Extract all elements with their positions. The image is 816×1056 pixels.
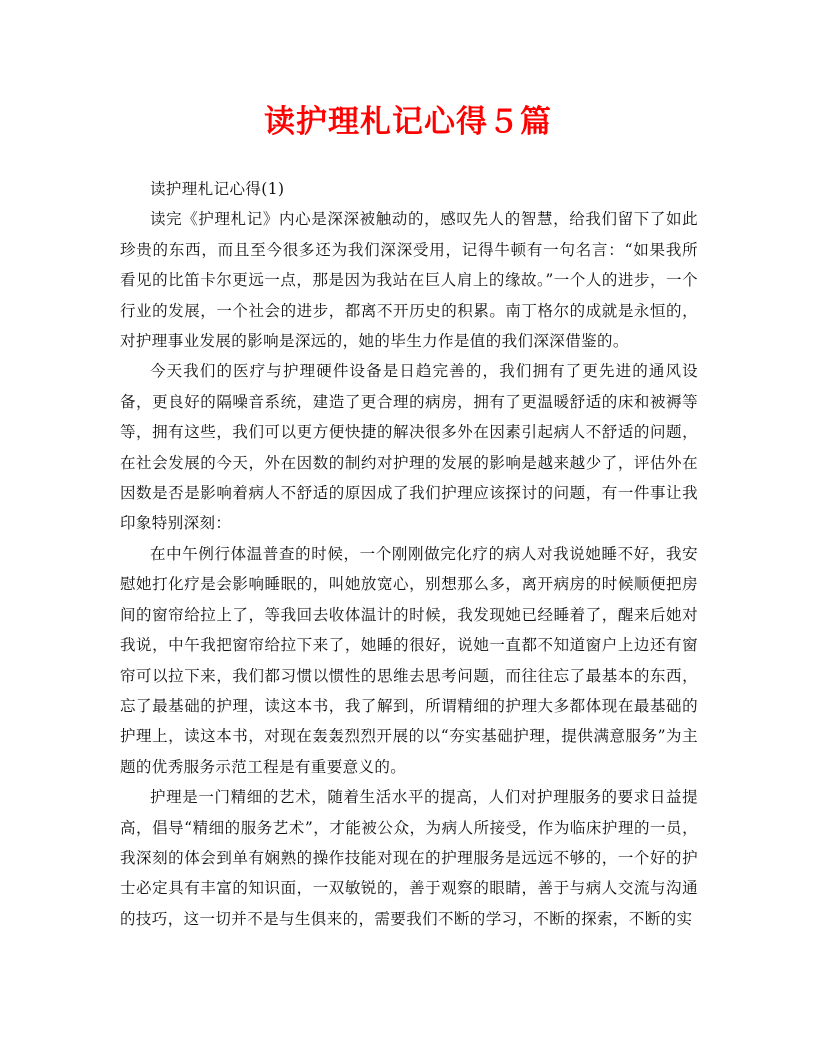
section-heading: 读护理札记心得(1) [150, 180, 285, 198]
paragraph: 读完《护理札记》内心是深深被触动的，感叹先人的智慧，给我们留下了如此珍贵的东西，而且至今很多还为我们深深受用，记得牛顿有一句名言：“如果我所看见的比笛卡尔更远一点，那是因为我站在巨人肩上的缘故。”一个人的进步，一个行业的发展，一个社会的进步，都离不开历史的积累。南丁格尔的成就是永恒的，对护理事业发展的影响是深远的，她的毕生力作是值的我们深深借鉴的。 [120, 210, 698, 351]
document-title: 读护理札记心得５篇 [264, 104, 552, 140]
paragraph: 护理是一门精细的艺术，随着生活水平的提高，人们对护理服务的要求日益提高，倡导“精细的服务艺术”，才能被公众，为病人所接受，作为临床护理的一员，我深刻的体会到单有娴熟的操作技能对现在的护理服务是远远不够的，一个好的护士必定具有丰富的知识面，一双敏锐的，善于观察的眼睛，善于与病人交流与沟通的技巧，这一切并不是与生俱来的，需要我们不断的学习，不断的探索，不断的实 [120, 788, 698, 928]
paragraph: 今天我们的医疗与护理硬件设备是日趋完善的，我们拥有了更先进的通风设备，更良好的隔噪音系统，建造了更合理的病房，拥有了更温暖舒适的床和被褥等等，拥有这些，我们可以更方便快捷的解决很多外在因素引起病人不舒适的问题，在社会发展的今天，外在因数的制约对护理的发展的影响是越来越少了，评估外在因数是否是影响着病人不舒适的原因成了我们护理应该探讨的问题，有一件事让我印象特别深刻： [120, 362, 698, 533]
document-body [120, 174, 698, 934]
paragraph: 在中午例行体温普查的时候，一个刚刚做完化疗的病人对我说她睡不好，我安慰她打化疗是会影响睡眠的，叫她放宽心，别想那么多，离开病房的时候顺便把房间的窗帘给拉上了，等我回去收体温计的时候，我发现她已经睡着了，醒来后她对我说，中午我把窗帘给拉下来了，她睡的很好，说她一直都不知道窗户上边还有窗帘可以拉下来，我们都习惯以惯性的思维去思考问题，而往往忘了最基本的东西，忘了最基础的护理，读这本书，我了解到，所谓精细的护理大多都体现在最基础的护理上，读这本书，对现在轰轰烈烈开展的以“夯实基础护理，提供满意服务”为主题的优秀服务示范工程是有重要意义的。 [120, 544, 698, 776]
